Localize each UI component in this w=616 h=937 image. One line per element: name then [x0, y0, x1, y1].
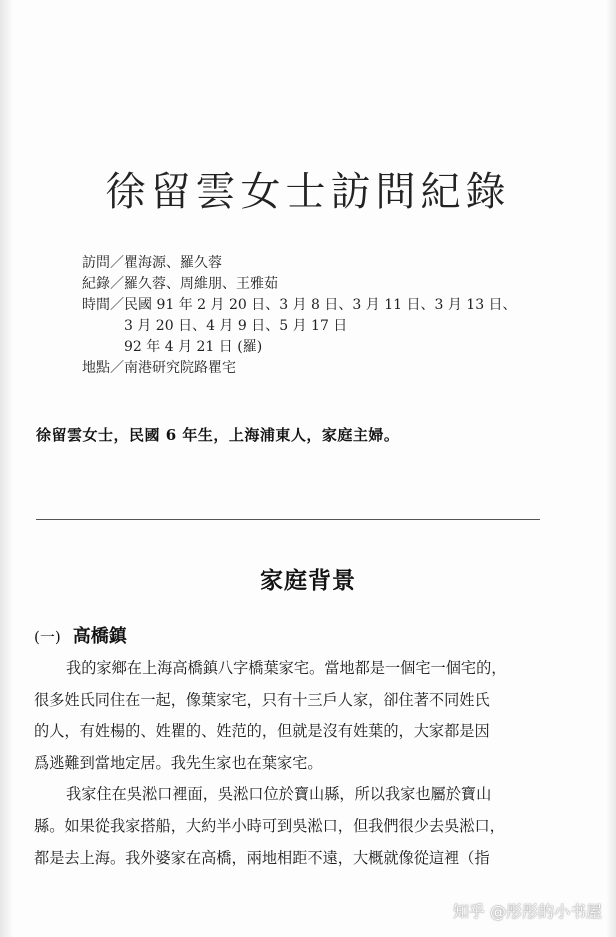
meta-time: 時間／民國 91 年 2 月 20 日、3 月 8 日、3 月 11 日、3 月 13 日、	[82, 297, 517, 313]
subsection-heading	[34, 622, 127, 648]
page-edge-shadow-right	[606, 0, 616, 937]
body-line: 縣。如果從我家搭船，大約半小時可到吳淞口，但我們很少去吳淞口，	[34, 816, 505, 835]
meta-time-continued: 3 月 20 日、4 月 9 日、5 月 17 日	[124, 318, 348, 334]
subsection-number: (一)	[34, 628, 61, 646]
page-edge-shadow-left	[0, 0, 12, 937]
horizontal-divider	[36, 519, 540, 520]
meta-interviewers: 訪問／瞿海源、羅久蓉	[82, 255, 222, 271]
document-title: 徐留雲女士訪問紀錄	[105, 169, 511, 215]
body-line: 我家住在吳淞口裡面，吳淞口位於寶山縣，所以我家也屬於寶山	[66, 785, 492, 804]
meta-recorders: 紀錄／羅久蓉、周維朋、王雅茹	[82, 276, 278, 292]
section-title: 家庭背景	[260, 567, 356, 594]
body-line: 的人，有姓楊的、姓瞿的、姓范的，但就是沒有姓葉的，大家都是因	[34, 722, 490, 741]
meta-place: 地點／南港研究院路瞿宅	[82, 360, 236, 376]
interview-metadata	[82, 253, 517, 379]
body-line: 都是去上海。我外婆家在高橋，兩地相距不遠，大概就像從這裡（指	[34, 848, 490, 867]
body-line: 爲逃難到當地定居。我先生家也在葉家宅。	[34, 753, 323, 772]
body-line: 我的家鄉在上海高橋鎮八字橋葉家宅。當地都是一個宅一個宅的，	[66, 659, 507, 677]
subject-intro: 徐留雲女士，民國 6 年生，上海浦東人，家庭主婦。	[36, 426, 400, 444]
watermark: 知乎 @彤彤的小书屋	[452, 902, 602, 921]
subsection-title: 高橋鎮	[72, 626, 127, 647]
body-text	[34, 653, 552, 874]
body-line: 很多姓氏同住在一起，像葉家宅，只有十三戶人家，卻住著不同姓氏	[34, 690, 490, 709]
meta-time-continued: 92 年 4 月 21 日 (羅)	[124, 339, 263, 355]
